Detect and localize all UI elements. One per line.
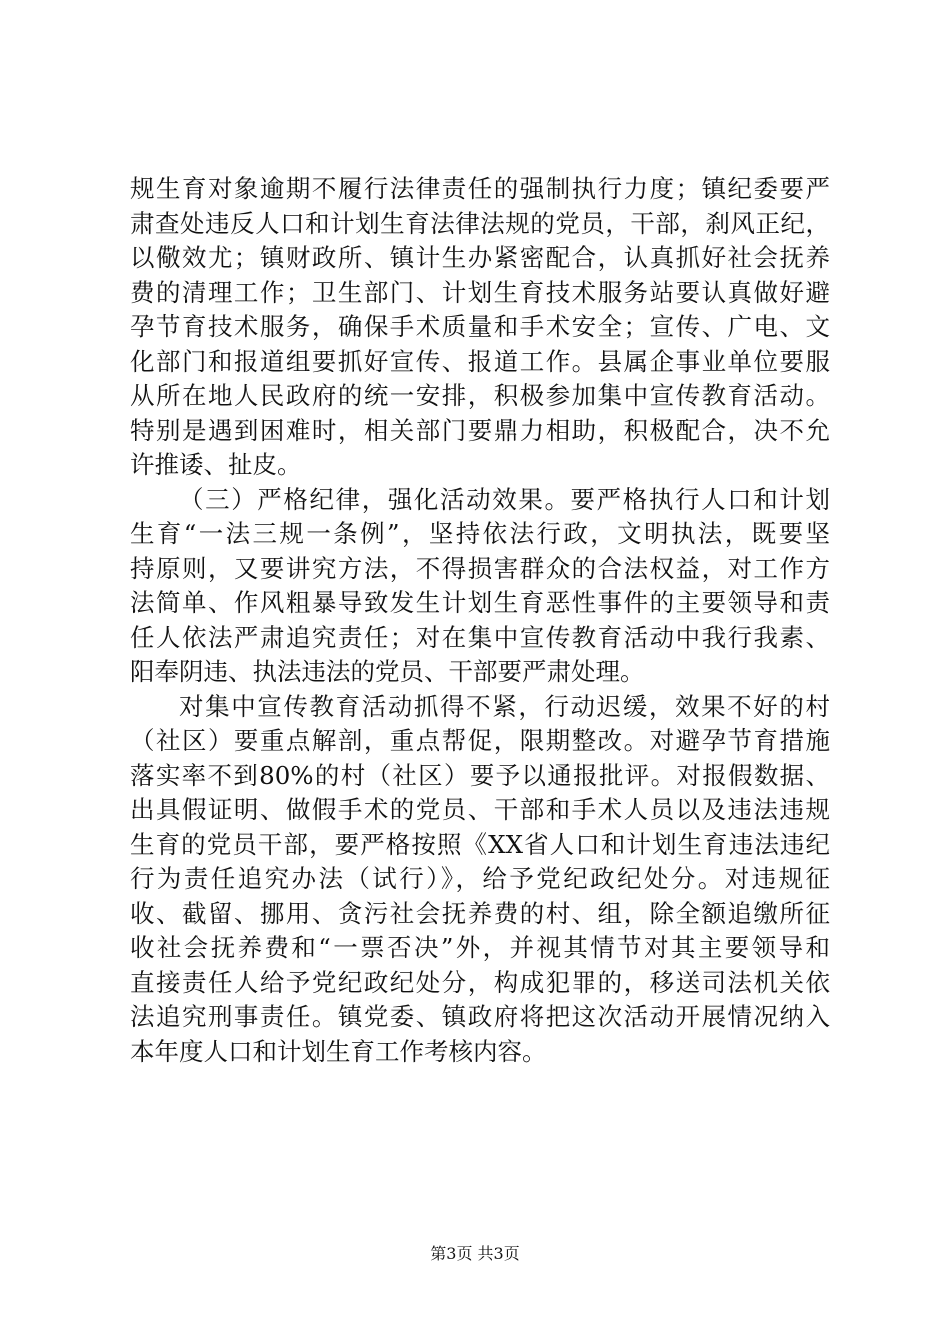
text-line: 出具假证明、做假手术的党员、干部和手术人员以及违法违规 [130,795,830,824]
paragraph [130,690,830,1070]
text-line: 阳奉阴违、执法违法的党员、干部要严肃处理。 [130,657,645,686]
text-line: 从所在地人民政府的统一安排，积极参加集中宣传教育活动。 [130,381,830,410]
text-line: 肃查处违反人口和计划生育法律法规的党员，干部，刹风正纪， [130,208,830,238]
text-line: 生育的党员干部，要严格按照《XX省人口和计划生育违法违纪 [130,829,830,859]
text-line: 任人依法严肃追究责任；对在集中宣传教育活动中我行我素、 [130,622,830,652]
text-line: 法追究刑事责任。镇党委、镇政府将把这次活动开展情况纳入 [130,1002,830,1031]
text-line: （三）严格纪律，强化活动效果。要严格执行人口和计划 [179,484,830,514]
text-line: 收社会抚养费和“一票否决”外，并视其情节对其主要领导和 [130,933,830,962]
text-line: 行为责任追究办法（试行）》，给予党纪政纪处分。对违规征 [130,864,830,893]
paragraph [130,172,830,483]
text-line: 特别是遇到困难时，相关部门要鼎力相助，积极配合，决不允 [130,415,830,445]
paragraph [130,483,830,690]
text-line: 许推诿、扯皮。 [130,450,302,479]
text-line: 持原则，又要讲究方法，不得损害群众的合法权益，对工作方 [130,553,830,583]
text-line: 对集中宣传教育活动抓得不紧，行动迟缓，效果不好的村 [179,691,830,721]
text-line: 以儆效尤；镇财政所、镇计生办紧密配合，认真抓好社会抚养 [130,243,830,272]
text-line: 规生育对象逾期不履行法律责任的强制执行力度；镇纪委要严 [130,174,830,203]
text-line: 收、截留、挪用、贪污社会抚养费的村、组，除全额追缴所征 [130,898,830,928]
text-line: 本年度人口和计划生育工作考核内容。 [130,1036,547,1066]
text-line: 落实率不到80%的村（社区）要予以通报批评。对报假数据、 [130,760,830,790]
text-line: 生育“一法三规一条例”，坚持依法行政，文明执法，既要坚 [130,519,830,548]
text-line: 费的清理工作；卫生部门、计划生育技术服务站要认真做好避 [130,277,830,307]
text-line: （社区）要重点解剖，重点帮促，限期整改。对避孕节育措施 [130,726,830,755]
text-line: 化部门和报道组要抓好宣传、报道工作。县属企事业单位要服 [130,346,830,376]
text-line: 直接责任人给予党纪政纪处分，构成犯罪的，移送司法机关依 [130,967,830,997]
text-line: 孕节育技术服务，确保手术质量和手术安全；宣传、广电、文 [130,312,830,341]
text-line: 法简单、作风粗暴导致发生计划生育恶性事件的主要领导和责 [130,588,830,617]
body-text [130,172,830,1069]
page-footer: 第3页 共3页 [430,1244,520,1263]
